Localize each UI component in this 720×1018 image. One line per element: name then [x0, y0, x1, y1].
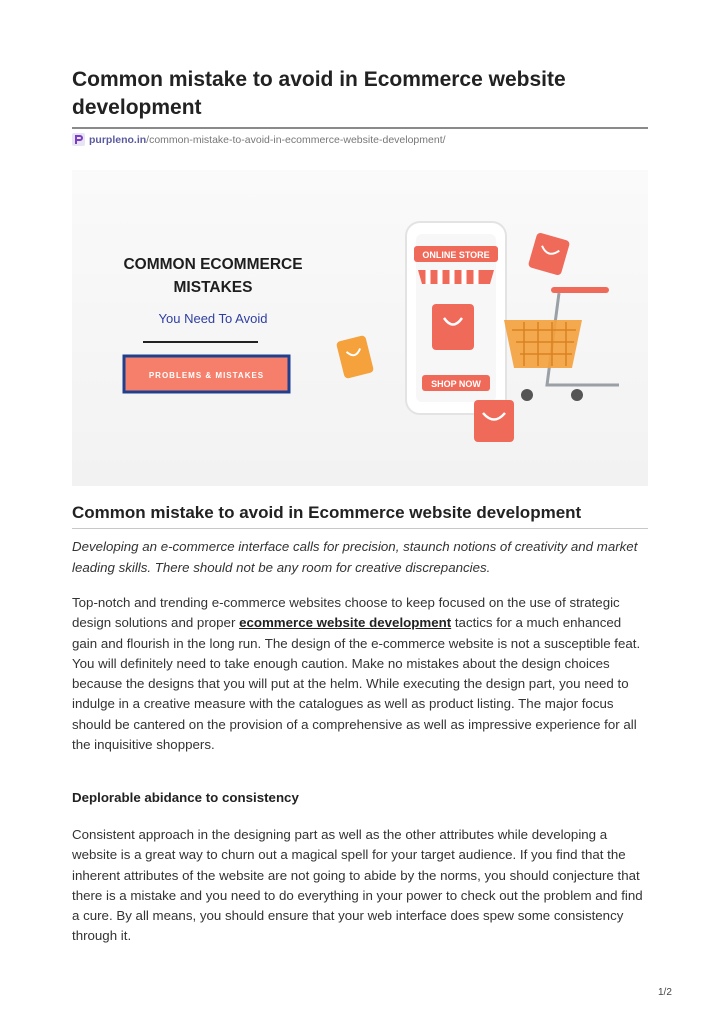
page-number: 1/2 — [658, 987, 672, 998]
hero-underline — [143, 341, 258, 343]
hero-headline-line2: MISTAKES — [173, 279, 253, 296]
para1-text-after: tactics for a much enhanced gain and flourish in the long run. The design of the e-commerce website is not a susceptible feat. You will definitely need to take enough caution. Make no mistakes about the design choices because the designs that you will put at the helm. While executing the design part, you need to indulge in a creative measure with the catalogues as well as product listing. The major focus should be cantered on the provision of a comprehensive as well as impressive experience for all the inquisitive shoppers. — [72, 615, 641, 753]
hero-headline-line1: COMMON ECOMMERCE — [123, 256, 303, 273]
section-heading: Common mistake to avoid in Ecommerce website development — [72, 503, 582, 522]
section-divider — [72, 528, 648, 529]
hero-banner-image — [72, 170, 648, 486]
shop-now-label: SHOP NOW — [431, 379, 481, 389]
body-paragraph-1 — [72, 593, 648, 755]
source-domain-link[interactable]: purpleno.in — [89, 133, 147, 146]
problems-mistakes-label: PROBLEMS & MISTAKES — [148, 371, 265, 380]
purpleno-logo-icon — [72, 133, 85, 146]
para1-text-before: Top-notch and trending e-commerce websites choose to keep focused on the use of strategic design solutions and proper — [72, 595, 620, 631]
ecommerce-development-link[interactable]: ecommerce website development — [239, 615, 452, 631]
body-paragraph-2: Consistent approach in the designing part as well as the other attributes while developing a website is a great way to churn out a magical spell for your target audience. If you find that the inherent attributes of the website are not going to abide by the norms, you should conjecture that there is a mistake and you need to do everything in your power to check out the problem and find a cure. By all means, you should ensure that your web interface does spew some consistency through it. — [72, 827, 643, 944]
source-path: /common-mistake-to-avoid-in-ecommerce-website-development/ — [146, 133, 446, 146]
page-title: Common mistake to avoid in Ecommerce website development — [72, 68, 566, 119]
shopping-bag-icon — [336, 335, 374, 379]
online-store-sign: ONLINE STORE — [422, 250, 490, 260]
source-line — [72, 133, 446, 146]
subheading: Deplorable abidance to consistency — [72, 790, 299, 805]
hero-illustration — [72, 170, 648, 486]
shopping-cart-icon — [504, 290, 619, 401]
phone-mockup — [406, 222, 506, 414]
shopping-bag-icon — [528, 232, 571, 276]
lead-paragraph: Developing an e-commerce interface calls for precision, staunch notions of creativity and market leading skills. There should not be any room for creative discrepancies. — [72, 539, 638, 575]
hero-subheadline: You Need To Avoid — [158, 311, 268, 326]
title-divider — [72, 127, 648, 129]
shopping-bag-icon — [474, 400, 514, 442]
